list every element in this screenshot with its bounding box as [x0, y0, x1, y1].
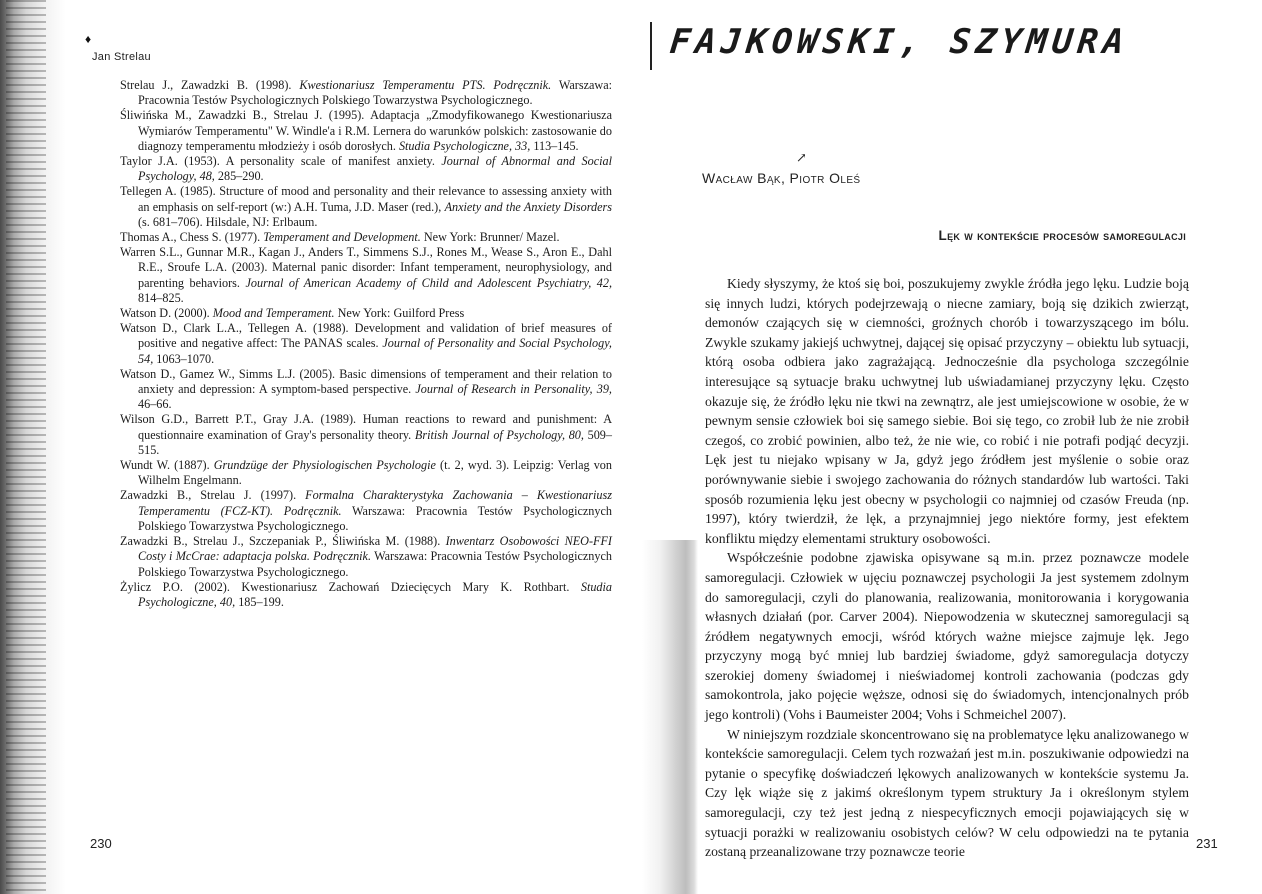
reference-item: [120, 488, 612, 534]
paragraph: Kiedy słyszymy, że ktoś się boi, poszukujemy zwykle źródła jego lęku. Ludzie boją się innych ludzi, których podejrzewają o niecne zamiary, boją się dzikich zwierząt, demonów czających się w ciemności, groźnych chorób i towarzyszącego im bólu. Zwykle szukamy jakiejś uchwytnej, dającej się opisać przyczyny – obiektu lub sytuacji, którą osoba odbiera jako zagrażającą. Jednocześnie dla psychologa szczególnie interesujące są sytuacje braku uchwytnej lub uświadamianej przyczyny lęku. Często okazuje się, że źródło lęku nie tkwi na zewnątrz, ale jest umiejscowione w osobie, że w pewnym sensie człowiek boi się samego siebie. Boi się tego, co zrobił lub że nie zrobił czegoś, co zrobić powinien, albo też, że nie wie, co robić i nie potrafi podjąć decyzji. Lęk jest tu niejako wpisany w Ja, gdyż jego źródłem jest myślenie o sobie oraz porównywanie siebie i swojego zachowania do różnych standardów lub wartości. Taki sposób rozumienia lęku jest obecny w psychologii co najmniej od czasów Freuda (np. 1997), który twierdził, że lęk, a przynajmniej jego niektóre formy, jest efektem konfliktu między elementami struktury osobowości.: [705, 276, 1189, 546]
reference-title: Kwestionariusz Temperamentu PTS. Podręcznik.: [299, 78, 552, 92]
reference-post: 1063–1070.: [153, 351, 215, 366]
right-page: [630, 0, 1262, 894]
reference-item: [120, 78, 612, 108]
reference-item: [120, 230, 612, 245]
reference-pre: Thomas A., Chess S. (1977).: [120, 230, 264, 245]
reference-post: Warszawa: Pracownia Testów Psychologicznych Polskiego Towarzystwa Psychologicznego.: [138, 503, 612, 533]
reference-title: Anxiety and the Anxiety Disorders: [444, 199, 612, 214]
reference-post: Warszawa: Pracownia Testów Psychologicznych Polskiego Towarzystwa Psychologicznego.: [138, 78, 613, 108]
reference-pre: Watson D., Gamez W., Simms L.J. (2005). Basic dimensions of temperament and their relation to anxiety and depression: A symptom-based perspective.: [120, 366, 612, 397]
reference-item: [120, 321, 612, 367]
reference-post: 285–290.: [214, 169, 264, 184]
reference-item: [120, 412, 612, 458]
pen-mark: ↗: [796, 150, 807, 165]
reference-pre: Tellegen A. (1985). Structure of mood and personality and their relevance to assessing anxiety with an emphasis on self-report (w:) A.H. Tuma, J.D. Maser (red.),: [120, 184, 612, 214]
reference-pre: Śliwińska M., Zawadzki B., Strelau J. (1995). Adaptacja „Zmodyfikowanego Kwestionariusza Wymiarów Temperamentu" W. Windle'a i R.M. Lernera do warunków polskich: zastosowanie do diagnozy temperamentu młodzieży i osób dorosłych.: [120, 108, 612, 153]
reference-pre: Żylicz P.O. (2002). Kwestionariusz Zachowań Dziecięcych Mary K. Rothbart.: [120, 579, 581, 594]
reference-title: Studia Psychologiczne, 33,: [398, 138, 531, 153]
reference-item: [120, 184, 612, 230]
reference-title: Grundzüge der Physiologischen Psychologie: [213, 458, 436, 473]
reference-pre: Warren S.L., Gunnar M.R., Kagan J., Anders T., Simmens S.J., Rones M., Wease S., Aron E., Dahl R.E., Sroufe L.A. (2003). Maternal panic disorder: Infant temperament, neurophysiology, and parenting behaviors.: [120, 245, 612, 290]
reference-pre: Wilson G.D., Barrett P.T., Gray J.A. (1989). Human reactions to reward and punishment: A questionnaire examination of Gray's personality theory.: [120, 412, 612, 442]
scan-noise: [6, 0, 46, 894]
reference-post: 814–825.: [138, 290, 184, 305]
reference-post: Warszawa: Pracownia Testów Psychologicznych Polskiego Towarzystwa Psychologicznego.: [138, 549, 612, 579]
reference-pre: Taylor J.A. (1953). A personality scale of manifest anxiety.: [120, 154, 442, 169]
reference-pre: Zawadzki B., Strelau J. (1997).: [120, 488, 306, 503]
chapter-title: Lęk w kontekście procesów samoregulacji: [938, 228, 1186, 243]
paragraph: Współcześnie podobne zjawiska opisywane są m.in. przez poznawcze modele samoregulacji. Człowiek w ujęciu poznawczej psychologii Ja jest systemem zdolnym do samoregulacji, czyli do planowania, realizowania, monitorowania i korygowania własnych działań (por. Carver 2004). Niepowodzenia w skutecznej samoregulacji są źródłem negatywnych emocji, wśród których ważne miejsce zajmuje lęk. Jego przyczyny mogą być mniej lub bardziej świadome, gdyż samoregulacja dotyczy szerokiej domeny świadomej i nieświadomej kontroli zachowania (podczas gdy samokontrola, jako pojęcie węższe, odnosi się do świadomych, intencjonalnych prób jego kontroli) (Vohs i Baumeister 2004; Vohs i Schmeichel 2007).: [705, 550, 1189, 723]
reference-title: Journal of Personality and Social Psychology, 54,: [138, 336, 612, 366]
chapter-authors: Wacław Bąk, Piotr Oleś: [702, 170, 861, 186]
reference-item: [120, 580, 612, 610]
reference-title: Temperament and Development.: [263, 230, 421, 245]
reference-pre: Watson D. (2000).: [120, 306, 213, 321]
reference-title: Journal of American Academy of Child and Adolescent Psychiatry, 42,: [245, 275, 612, 290]
reference-pre: Watson D., Clark L.A., Tellegen A. (1988). Development and validation of brief measures of positive and negative affect: The PANAS scales.: [120, 321, 612, 351]
reference-item: [120, 534, 612, 580]
reference-item: [120, 458, 612, 488]
body-text: [705, 274, 1189, 862]
handwritten-note: FAJKOWSKI, SZYMURA: [667, 22, 1131, 62]
reference-item: [120, 306, 612, 321]
reference-item: [120, 154, 612, 184]
reference-title: Formalna Charakterystyka Zachowania – Kwestionariusz Temperamentu (FCZ-KT). Podręcznik.: [138, 488, 612, 518]
reference-post: 509–515.: [138, 427, 612, 457]
reference-pre: Zawadzki B., Strelau J., Szczepaniak P., Śliwińska M. (1988).: [120, 534, 446, 549]
page-number: 231: [1196, 836, 1218, 851]
left-page: [0, 0, 630, 894]
reference-list: [120, 78, 612, 610]
reference-item: [120, 108, 612, 154]
reference-title: Inwentarz Osobowości NEO-FFI Costy i McCrae: adaptacja polska. Podręcznik.: [138, 534, 612, 564]
reference-item: [120, 367, 612, 413]
running-head: Jan Strelau: [92, 51, 151, 63]
reference-item: [120, 245, 612, 306]
gutter-line: [650, 22, 652, 70]
reference-title: Mood and Temperament.: [212, 306, 335, 321]
binding-shadow: [642, 540, 698, 894]
reference-title: British Journal of Psychology, 80,: [414, 427, 584, 442]
reference-post: New York: Brunner/ Mazel.: [420, 230, 560, 245]
page-number: 230: [90, 836, 112, 851]
reference-post: 113–145.: [530, 138, 579, 153]
reference-post: (s. 681–706). Hilsdale, NJ: Erlbaum.: [138, 214, 318, 229]
reference-post: 46–66.: [138, 397, 172, 412]
reference-post: New York: Guilford Press: [334, 306, 465, 321]
scan-speck: ♦: [85, 32, 92, 46]
reference-pre: Strelau J., Zawadzki B. (1998).: [120, 78, 300, 92]
reference-title: Journal of Abnormal and Social Psychology, 48,: [138, 154, 612, 184]
reference-post: (t. 2, wyd. 3). Leipzig: Verlag von Wilhelm Engelmann.: [138, 458, 612, 488]
paragraph: W niniejszym rozdziale skoncentrowano się na problematyce lęku analizowanego w kontekście samoregulacji. Celem tych rozważań jest m.in. poszukiwanie odpowiedzi na pytanie o specyfikę doświadczeń lękowych analizowanych w kontekście systemu Ja. Czy lęk wiąże się z jakimś określonym typem struktury Ja i określonym stylem samoregulacji, czy też jest jedną z niespecyficznych emocji pojawiających się w sytuacji porażki w realizowaniu osobistych celów? W celu odpowiedzi na te pytania zostaną przeanalizowane trzy poznawcze teorie: [705, 726, 1189, 860]
reference-title: Studia Psychologiczne, 40,: [138, 579, 612, 609]
reference-title: Journal of Research in Personality, 39,: [415, 382, 612, 397]
reference-post: 185–199.: [235, 594, 284, 609]
reference-pre: Wundt W. (1887).: [120, 458, 214, 473]
